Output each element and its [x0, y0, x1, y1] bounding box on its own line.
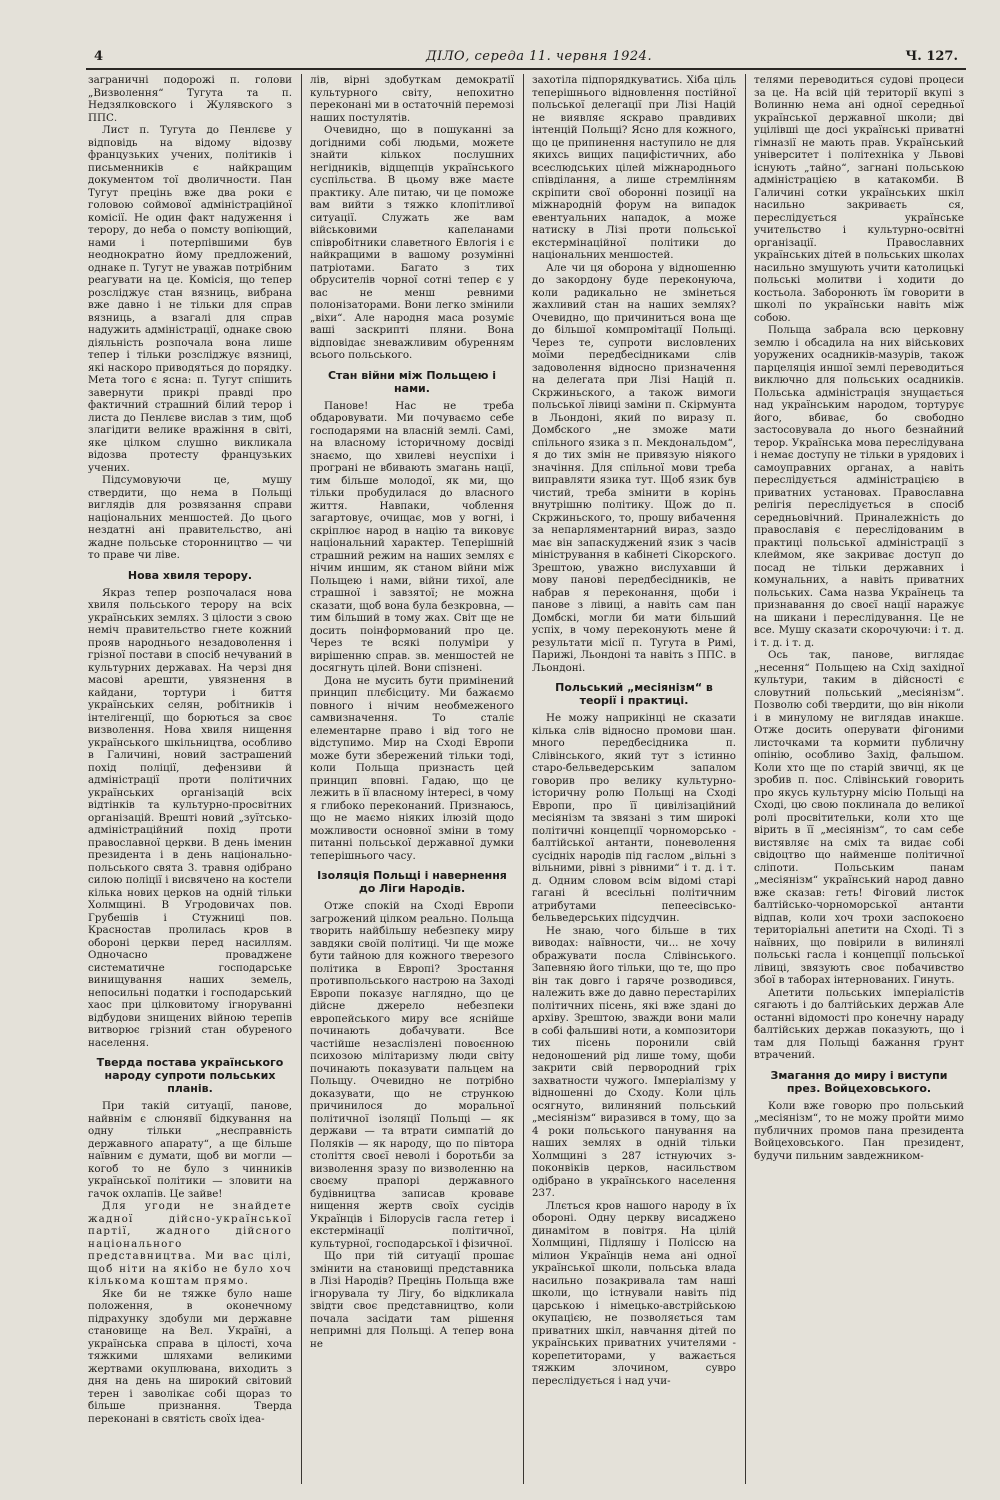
column-1 [88, 74, 292, 1484]
paragraph: Апетити польських імперіалістів сягають і до балтійських держав Але останні відомості про конечну нараду балтійських держав показують, що і там для Польщі бажання ґрунт втрачений. [754, 986, 964, 1061]
paragraph: Отже спокій на Сході Европи загрожений цілком реально. Польща творить найбільшу небезпеку миру завдяки своїй політиці. Чи ще може бути тайною для кожного тверезого політика в Европі? Зростання противпольського настрою на Заході Европи показує наглядно, що це дійсне джерело небезпеки европейського миру все яснійше починають добачувати. Все частійше незаслізлені повоєнною психозою мілітаризму люди світу починають показувати пальцем на Польщу. Очевидно не потрібно доказувати, що не стрункою причинилося до моральної політичної ізоляції Польщі — як держави — та втрати симпатій до Поляків — як народу, що по півтора століття своєї неволі і боротьби за визволення зразу по визволенню на своєму прапорі державного будівництва записав кроваве нищення жертв своїх сусідів Українців і Білорусів гасла гетер і екстермінації політичної, культурної, господарської і фізичної. [310, 900, 514, 1250]
column-divider [301, 74, 302, 1484]
header-rule [86, 68, 966, 70]
section-heading: Стан війни між Польщею і нами. [327, 368, 497, 395]
column-3 [532, 74, 736, 1484]
paragraph: Ллється кров нашого народу в їх обороні. Одну церкву висаджено динамітом в повітря. На цілій Холмщині, Підляшу і Поліссю на мілион Українців нема ані одної української школи, польська влада насильно позакривала там наші школи, що істнували навіть під царською і німецько-австрійською окупацією, не позволяється там приватних шкіл, навчання дітей по українських приватних учителями - корепетиторами, у важається тяжким злочином, сувро переслідується і над учи- [532, 1199, 736, 1387]
section-heading: Тверда постава українського народу супроти польських планів. [96, 1056, 284, 1095]
column-divider [523, 74, 524, 1484]
paragraph: Що при тій ситуації прошає змінити на становищі представника в Лізі Народів? Прецінь Польща вже ігнорувала ту Лігу, бо відкликала звідти своє представництво, коли почала засідати там рішення непримні для Польщі. А тепер вона не [310, 1250, 514, 1350]
column-2 [310, 74, 514, 1484]
paragraph: Лист п. Тугута до Пенлєве у відповідь на відому відозву французьких учених, політиків і письменників є найкращим документом тої дволичности. Пан Тугут прецінь вже два роки є головою соймової адміністраційної комісії. Не один факт надуження і терору, до неба о помсту вопіющий, нами і потерпівшими був неоднократно йому предложений, однаке п. Тугут не уважав потрібним реагувати на це. Комісія, що тепер розсліджує стан вязниць, вибрана вже давно і не тільки для справ вязниць, а взагалі для справ надужить адміністрації, однаке свою діяльність розпочала вона лише тепер і тільки розсліджує вязниці, які наскоро приводяться до порядку. Мета того є ясна: п. Тугут спішить завернути прикрі правді про фактичний страшний білий терор і листа до Пенлєве вислав з тим, щоб злагідити велике вражіння в світі, яке цілком слушно викликала відозва протесту французьких учених. [88, 124, 292, 474]
paragraph: Дона не мусить бути примінений принцип плєбісциту. Ми бажаємо повного і нічим необмеженого самвизначення. То сталіє елементарне право і від того не відступимо. Мир на Сході Европи може бути збережений тільки тоді, коли Польща признасть цей принцип вповні. Гадаю, що це лежить в її власному інтересі, в чому я глибоко переконаний. Признаюсь, що не маємо ніяких ілюзій щодо можливости основної зміни в тому питанні польської державної думки теперішнього часу. [310, 674, 514, 862]
paragraph: Польща забрала всю церковну землю і обсадила на них військових уоружених осадників-мазурів, також парцеляція иншої землі переводиться виключно для польських осадників. Польська адміністрація знущається над українським народом, тортурує його, вбиває, бо свободно застосовувала до нього безнайний терор. Українська мова переслідувана і немає доступу не тільки в урядових і самоуправних органах, а навіть переслідується адміністрацією в приватних установах. Православна релігія переслідується в спосіб середньовічний. Приналежність до православія є переслідованим в практиці польської адміністрації з клеймом, яке закриває доступ до посад не тільки державних і комунальних, а навіть приватних польських. Сама назва Українець та признавання до своєї нації наражує на шикани і переслідування. Це не все. Мушу сказати скорочуючи: і т. д. і т. д. і т. д. [754, 324, 964, 649]
page-header [86, 48, 966, 66]
paragraph: Якраз тепер розпочалася нова хвиля польського терору на всіх українських землях. З цілости з свою неміч правительство гнете кожний прояв народнього незадоволення і грізної постави в спосіб нечуваний в культурних державах. На черзі дня масові арешти, увязнення в кайдани, тортури і биття українських селян, робітників і інтелігенції, що борються за своє визволення. Нова хвиля нищення українського шкільництва, особливо в Галичині, новий застрашений похід поліції, дефензиви й адміністрації проти політичних українських організацій всіх відтінків та культурно-просвітних організацій. Врешті новий „зуїтсько-адміністраційний похід проти православної церкви. В день іменин президента і в день національно-польського свята 3. травня одібрано силою поліції і висвячено на костели кілька нових церков на одній тільки Холмщині. В Угродовичах пов. Грубешів і Стужниці пов. Красностав пролилась кров в обороні церкви перед насиллям. Одночасно проваджене систематичне господарське винищування наших земель, непосильні податки і господарський хаос при цілковитому ігноруванні відбудови знищених війною терепів витворює грізний стан обуреного населення. [88, 586, 292, 1049]
paragraph: Ось так, панове, виглядає „несення“ Польщею на Схід західної культури, таким в дійсності є словутний польський „месіянізм“. Позволю собі твердити, що він ніколи і в минулому не виглядав инакше. Отже досить оперувати фігоними листочками та кормити публичну опінію, особливо Захід, фальшом. Коли хто ще по старій звичці, як це зробив п. пос. Слівінський говорить про якусь культурну місію Польщі на Сході, цю свою поклинала до великої ролі просвітительки, коли хто ще вірить в її „месіянізм“, то сам себе вистявляє на сміх та видає собі свідоцтво що найменше політичної сліпоти. Польським панам „месіянізм“ український народ давно вже сказав: геть! Фіговий листок балтійсько-чорноморської антанти відпав, коли хоч трохи заспокоєно територіальні апетити на Сході. Ті з наївних, що повірили в вилинялі польські гасла і концепції польської лівиці, звязують своє побачивство збої в таборах інтернованих. Гинуть. [754, 649, 964, 986]
masthead-date [426, 48, 652, 66]
page-number: 4 [94, 49, 104, 64]
paragraph: захотіла підпорядкуватись. Хіба ціль теперішнього відновлення постійної польської делегації при Лізі Націй не виявляє яскраво правдивих інтенцій Польщі? Ясно для кожного, що це припинення наступило не для якихсь вищих пацифістичних, або всеслюдських цілей міжнароднього співділання, а лише стремлінням скріпити свої оборонні позиції на міжнародній форум на випадок евентуальних нападок, а може натиску в Лізі проти польської екстермінаційної політики до національних меншостей. [532, 74, 736, 261]
article-columns [88, 74, 970, 1484]
paragraph: Не можу наприкінці не сказати кілька слів відносно промови шан. много передбесідника п. Слівінського, який тут з істинно старо-бельведерським запалом говорив про велику культурно-історичну ролю Польщі на Сході Европи, про її цивілізаційний месіянізм та звязані з тим широкі політичні концепції чорноморсько - балтійської антанти, поневолення сусідніх народів під гаслом „вільні з вільними, рівні з рівними“ і т. д. і т. д. Одним словом всім відомі старі гагані й всесільні політичним атрибутами пепеесівсько-бельведерських підсудчин. [532, 712, 736, 924]
paragraph: Яке би не тяжке було наше положення, в оконечному підрахунку здобули ми державне становище на Вел. Україні, а українська справа в цілості, хоча тяжкими шляхами великими жертвами окуплювана, виходить з дня на день на широкий світовий терен і заволікає собі щораз то більше признання. Тверда переконані в святість своїх ідеа- [88, 1287, 292, 1425]
section-heading: Нова хвиля терору. [127, 568, 253, 582]
paragraph: Панове! Нас не треба обдаровувати. Ми почуваємо себе господарями на власній землі. Самі, на власному історичному досвіді знаємо, що хвилеві неуспіхи і програні не вбивають змагань нації, тим більше молодої, як ми, що тільки пробудилася до власного життя. Навпаки, чоблення загартовує, очищає, мов у вогні, і скріплює народ в націю та виковує національний характер. Теперішній страшний режим на наших землях є нічим иншим, як станом війни між Польщею і нами, війни тихої, але страшної і завзятої; не можна сказати, щоб вона була безкровна, — тим більший в тому жах. Світ ще не досить поінформований про це. Через те всякі полуміри у вирішенню справ. зв. меншостей не досягнуть цілей. Вони спізнені. [310, 399, 514, 674]
section-heading: Польський „месіянізм“ в теорії і практиці. [555, 681, 713, 707]
paragraph: При такій ситуації, панове, найвнім є слюнявії бідкування на одну тільки „несправність державного апарату“, а ще більше наївним є думати, щоб ви могли — когоб то не було з чинників української політики — зловити на гачок охлапів. Це зайве! [88, 1100, 292, 1200]
paragraph: телями переводиться судові процеси за це. На всій цій території вкупі з Волинню нема ані одної середньої української державної школи; дві уцілівші ще досі українські приватні гімназії не мають прав. Український університет і політехніка у Львові існують „тайно“, загнані польською адміністрацією в катакомби. В Галичині сотки українських шкіл насильно закриваєть ся, переслідується українське учительство і культурно-освітні організації. Православних українських дітей в польських школах насильно змушують учити католицькі польські молитви і ходити до костьола. Заборонють їм говорити в школі по українськи навіть між собою. [754, 74, 964, 324]
column-divider [745, 74, 746, 1484]
section-heading: Змагання до миру і виступи през. Войцеховського. [770, 1068, 948, 1095]
paragraph: заграничні подорожі п. голови „Визволення“ Тугута та п. Недзялковского і Жулявского з ППС. [88, 74, 292, 124]
paragraph: Очевидно, що в пошуканні за догідними собі людьми, можете знайти кількох послушних негідників, відщепців українського суспільства. В цьому вже маєте практику. Але питаю, чи це поможе вам вийти з тяжко клопітливої ситуації. Служать же вам військовими капеланами співробітники славетного Евлогія і є найкращими в вашому розумінні патріотами. Багато з тих обрусителів чорної сотні тепер є у вас не менш ревними полонізаторами. Вони легко змінили „віхи“. Але народня маса розуміє ваші заскрипті пляни. Вона відповідає зневажливим обуренням всього польського. [310, 124, 514, 361]
paragraph: Підсумовуючи це, мушу ствердити, що нема в Польщі виглядів для розвязання справи національних меншостей. До цього нездатні ані правительство, ані жадне польське сторонництво — чи то праве чи ліве. [88, 474, 292, 561]
paragraph: Коли вже говорю про польський „месіянізм“, то не можу пройти мимо публичних промов пана президента Войцеховського. Пан президент, будучи пильним завдежником- [754, 1099, 964, 1162]
section-heading: Ізоляція Польщі і навернення до Ліги Народів. [317, 869, 507, 895]
issue-number: Ч. 127. [905, 49, 958, 64]
paragraph: Але чи ця оборона у відношенню до закордону буде переконуюча, коли радикально не змінеться жахливий стан на наших землях? Очевидно, що причиниться вона ще до більшої компромітації Польщі. Через те, супроти висловлених моїми передбесідниками слів задоволення відносно призначення на делегата при Лізі Націй п. Скржиньского, а також вимоги польської лівиці заміни п. Скірмунта в Льондоні, який по виразу п. Домбского „не зможе мати спільного язика з п. Мекдональдом“, я до тих змін не привязую ніякого значіння. Для спільної мови треба виправляти язика тут. Щоб язик був чистий, треба змінити в корінь внутрішню політику. Щож до п. Скржиньского, то, прошу вибачення за непарляментарний вираз, заздо має він запаскуджений язик з часів міністрування в кабінеті Сікорского. Зрештою, уважно вислухавши й мову панові передбесідників, не набрав я переконання, щоби і панове з лівиці, а навіть сам пан Домбскі, могли би мати більший успіх, в чому переконують мене й результати місії п. Тугута в Римі, Парижі, Льондоні та навіть з ППС. в Льондоні. [532, 261, 736, 674]
paragraph: Для угоди не знайдете жадної дійсно-української партії, жадного дійсного національного представництва. Ми вас цілі, щоб ніти на якібо не було хоч кількома коштам прямо. [88, 1200, 292, 1287]
paragraph: лів, вірні здобуткам демократії культурного світу, непохитно переконані ми в остаточній перемозі наших постулятів. [310, 74, 514, 124]
masthead: ДІЛО, [426, 49, 470, 64]
issue-date: середа 11. червня 1924. [474, 49, 653, 64]
paragraph: Не знаю, чого більше в тих виводах: наївности, чи... не хочу ображувати посла Слівінського. Запевняю його тільки, що те, що про він так довго і гаряче розводився, належить вже до давно перестарілих політичних пісень, які вже здані до архіву. Зрештою, зважди вони мали в собі фальшиві ноти, а композитори тих пісень поронили свій недоношений рід лише тому, щоби закрити свій первородний гріх захватности чужого. Імперіалізму у відношенні до Сходу. Коли ціль осягнуто, вилиняний польський „месіянізм“ виразився в тому, що за 4 роки польського панування на наших землях в одній тільки Холмщині з 287 істнуючих з-поконвіків церков, насильством одібрано в українського населення 237. [532, 924, 736, 1199]
column-4 [754, 74, 964, 1484]
